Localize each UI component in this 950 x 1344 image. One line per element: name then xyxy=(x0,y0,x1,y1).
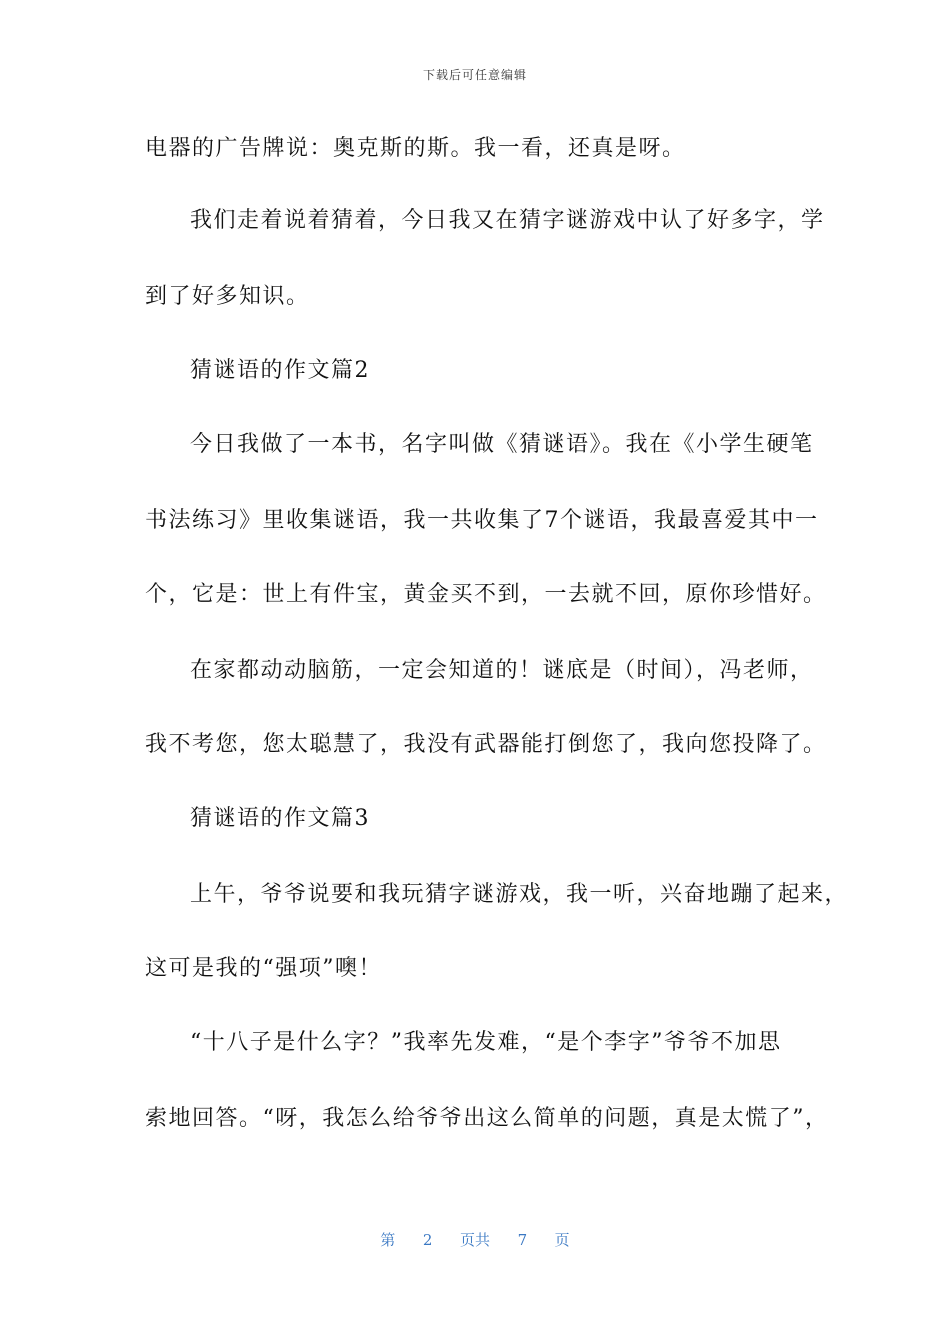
paragraph-line: 书法练习》里收集谜语，我一共收集了7个谜语，我最喜爱其中一 xyxy=(145,508,819,533)
paragraph-line: 今日我做了一本书，名字叫做《猜谜语》。我在《小学生硬笔 xyxy=(190,432,814,457)
footer-page-label: 第 xyxy=(380,1231,396,1249)
footer-page-suffix: 页 xyxy=(554,1231,570,1249)
paragraph-line: 上午，爷爷说要和我玩猜字谜游戏，我一听，兴奋地蹦了起来， xyxy=(190,882,849,907)
paragraph-line: 在家都动动脑筋，一定会知道的！谜底是（时间），冯老师， xyxy=(190,658,814,683)
paragraph-line: 到了好多知识。 xyxy=(145,284,310,309)
paragraph-line: 这可是我的“强项”噢！ xyxy=(145,956,382,981)
paragraph-line: 电器的广告牌说：奥克斯的斯。我一看，还真是呀。 xyxy=(145,136,686,161)
paragraph-line: 索地回答。“呀，我怎么给爷爷出这么简单的问题，真是太慌了”， xyxy=(145,1106,829,1131)
page-header: 下载后可任意编辑 xyxy=(422,68,527,82)
footer-page-number: 2 xyxy=(422,1231,433,1249)
paragraph-line: 我不考您，您太聪慧了，我没有武器能打倒您了，我向您投降了。 xyxy=(145,732,827,757)
paragraph-line: 我们走着说着猜着，今日我又在猜字谜游戏中认了好多字，学 xyxy=(190,208,825,233)
footer-of-label: 页共 xyxy=(459,1231,490,1249)
paragraph-line: 个，它是：世上有件宝，黄金买不到，一去就不回，原你珍惜好。 xyxy=(145,582,827,607)
section-heading: 猜谜语的作文篇3 xyxy=(190,806,370,831)
paragraph-line: “十八子是什么字？”我率先发难，“是个李字”爷爷不加思 xyxy=(190,1030,782,1055)
footer-total-pages: 7 xyxy=(517,1231,528,1249)
page-footer xyxy=(0,1229,950,1250)
section-heading: 猜谜语的作文篇2 xyxy=(190,358,370,383)
